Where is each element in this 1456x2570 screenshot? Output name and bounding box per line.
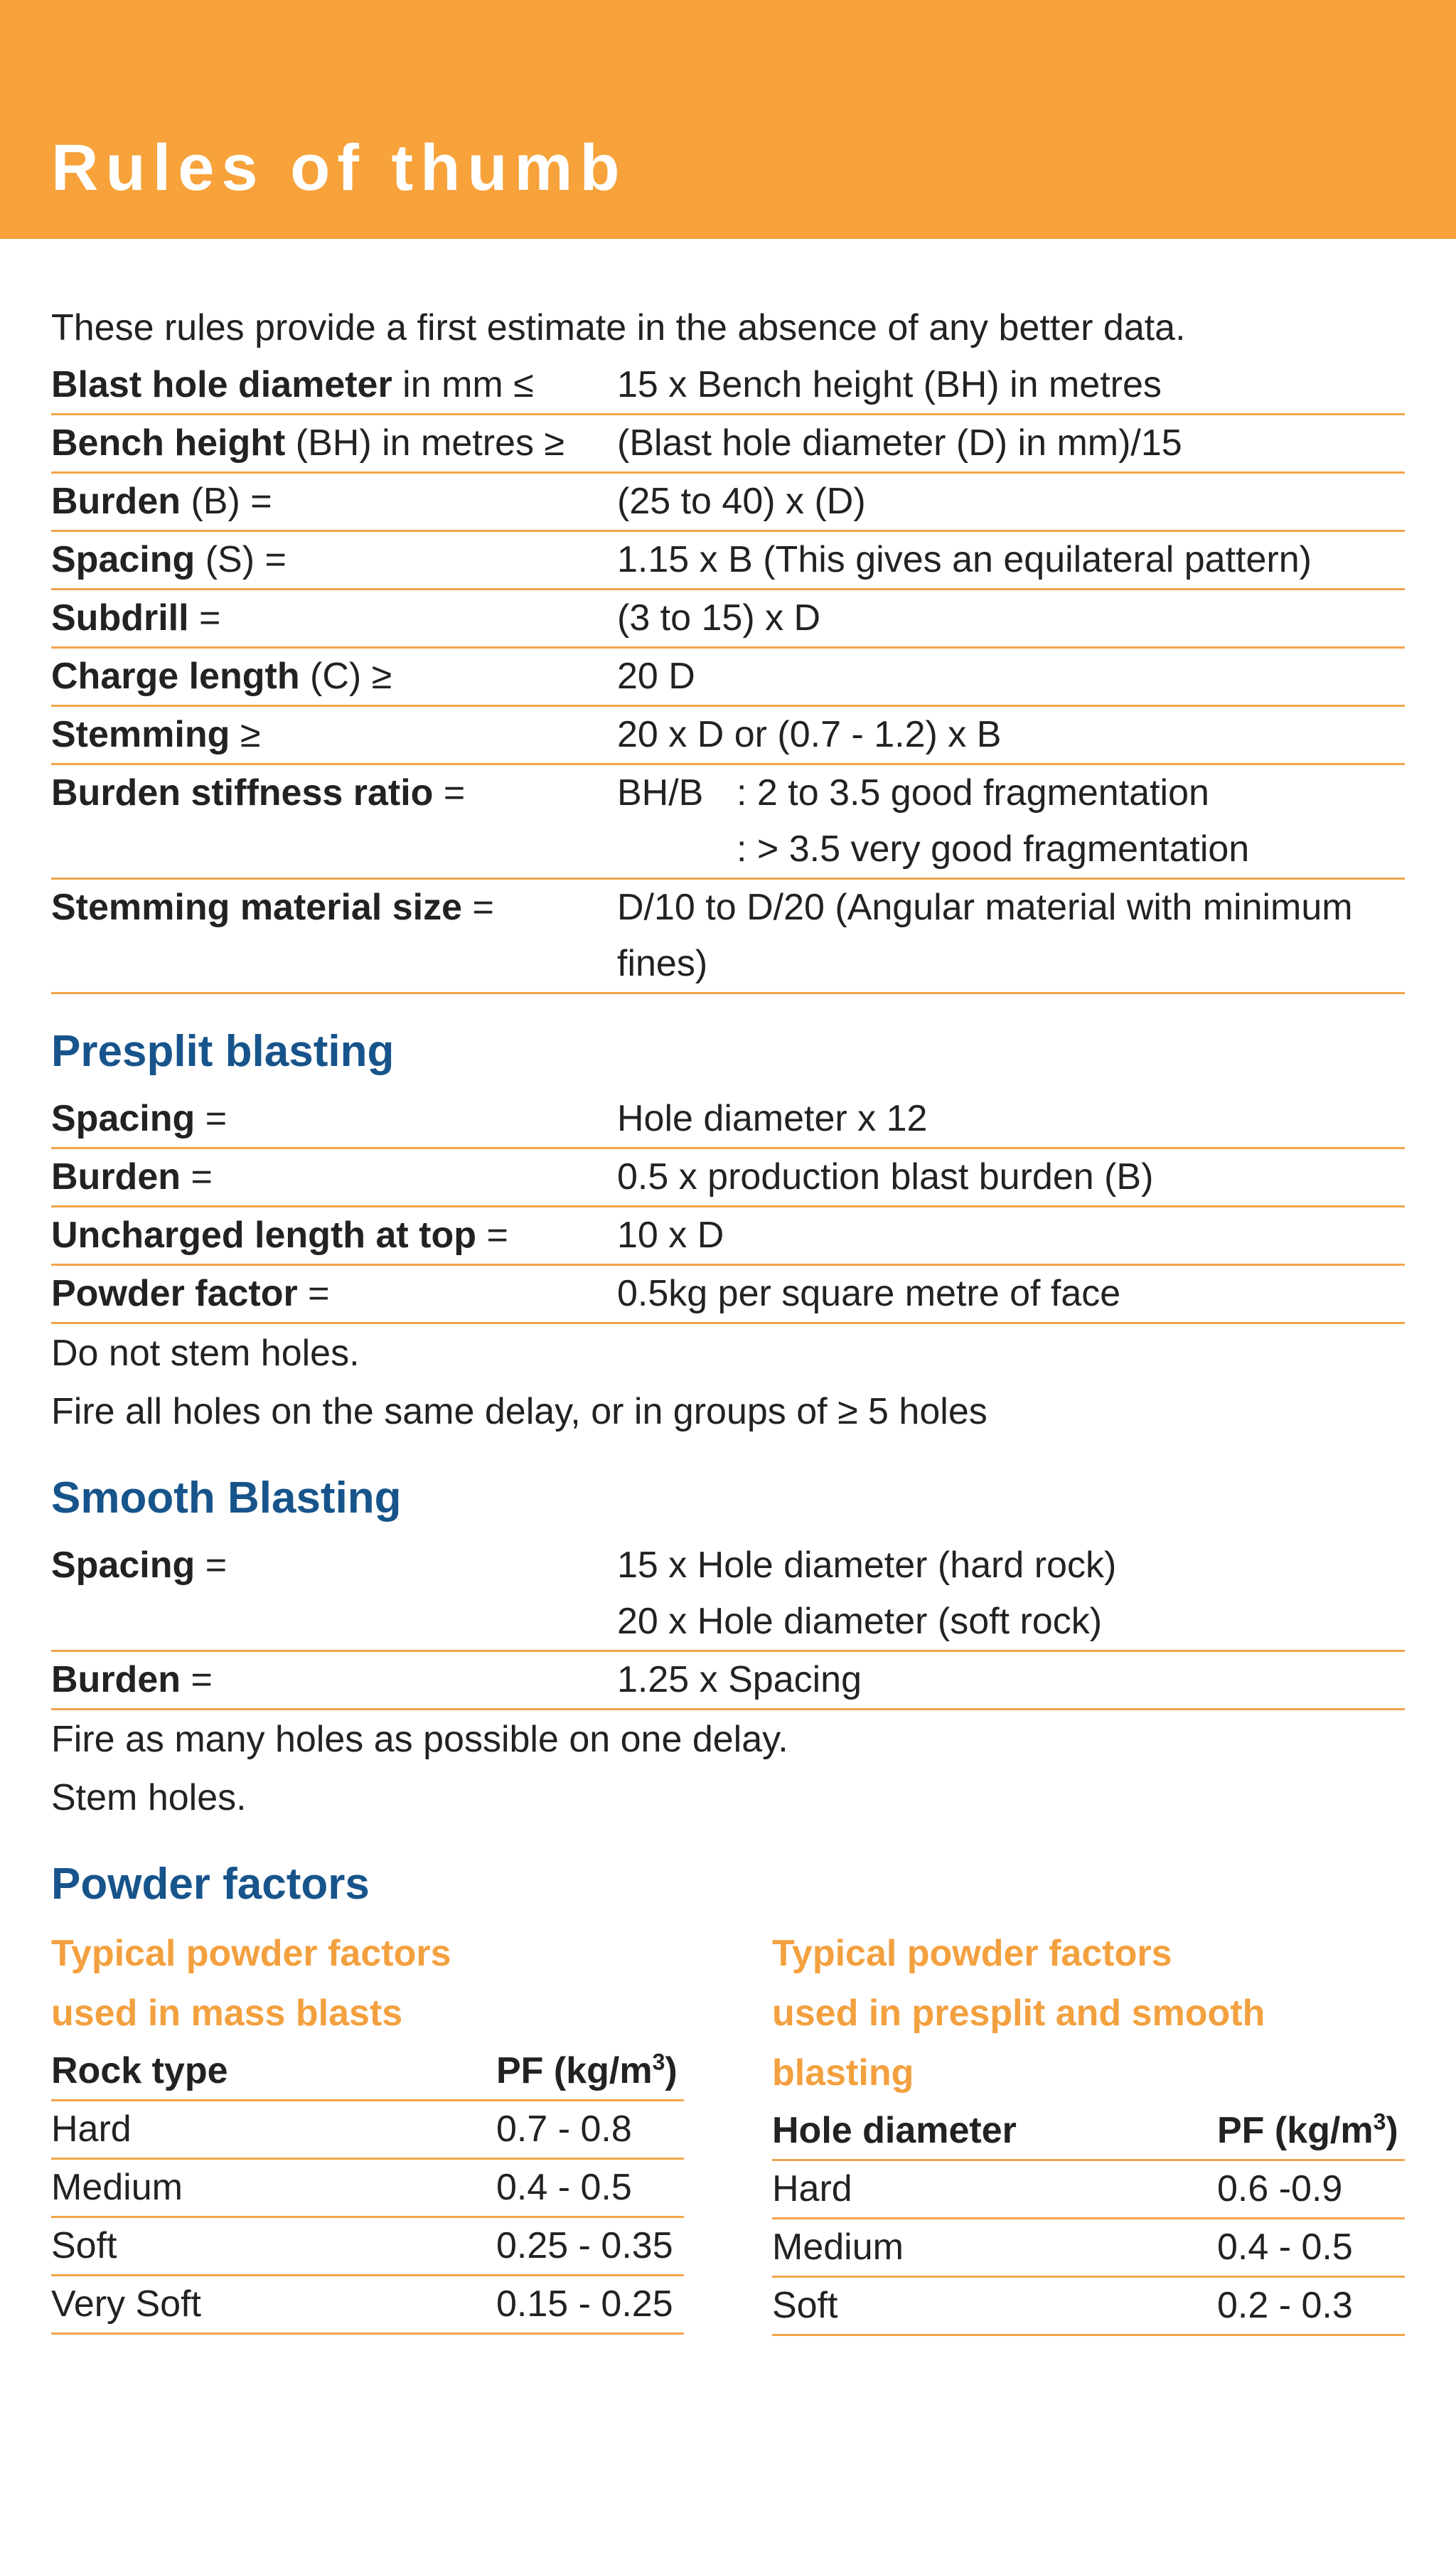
pf-caption: used in mass blasts (51, 1993, 403, 2034)
pf-value: 0.2 - 0.3 (1217, 2285, 1353, 2326)
rule-suffix: = (188, 597, 221, 639)
pf-col-header: Rock type (51, 2050, 228, 2091)
rule-suffix: = (181, 1659, 213, 1700)
rule-row (51, 649, 1405, 707)
rule-row (51, 707, 1405, 765)
rule-label: Subdrill (51, 597, 189, 639)
rule-label: Burden (51, 1659, 181, 1700)
rule-value: 1.25 x Spacing (617, 1659, 862, 1700)
table-row (772, 2219, 1405, 2278)
rule-suffix: = (433, 772, 466, 814)
pf-header-row (51, 2043, 684, 2101)
smooth-note: Stem holes. (51, 1777, 247, 1818)
pf-rock-type: Soft (51, 2225, 117, 2266)
rule-value: 1.15 x B (This gives an equilateral pattern) (617, 539, 1312, 580)
smooth-row (51, 1537, 1405, 1652)
rule-suffix: = (462, 887, 494, 928)
stiffness-line-1: : 2 to 3.5 good fragmentation (737, 772, 1209, 814)
rules-table (51, 357, 1405, 994)
pf-col-header: PF $(kg/m^3)$ (496, 2049, 678, 2091)
rule-label: Burden (51, 1156, 181, 1198)
pf-value: 0.4 - 0.5 (496, 2167, 632, 2208)
pf-value: 0.7 - 0.8 (496, 2108, 632, 2150)
rule-label: Uncharged length at top (51, 1215, 476, 1256)
rule-value: 20 x D or (0.7 - 1.2) x B (617, 714, 1002, 755)
section-title-presplit: Presplit blasting (51, 1027, 395, 1076)
pf-col-header: Hole diameter (772, 2110, 1017, 2151)
rule-label: Charge length (51, 656, 300, 697)
rule-value: 10 x D (617, 1215, 724, 1256)
presplit-row (51, 1091, 1405, 1149)
rule-value: 15 x Hole diameter (hard rock) (617, 1545, 1117, 1586)
smooth-row (51, 1652, 1405, 1710)
table-row (51, 2218, 684, 2276)
intro-text: These rules provide a first estimate in the absence of any better data. (51, 307, 1186, 348)
rule-suffix: = (297, 1273, 330, 1314)
pf-value: 0.4 - 0.5 (1217, 2227, 1353, 2268)
pf-value: 0.25 - 0.35 (496, 2225, 673, 2266)
rule-label: Powder factor (51, 1273, 298, 1314)
content (51, 299, 1405, 2336)
rule-row (51, 357, 1405, 415)
rule-label: Burden (51, 481, 181, 522)
pf-caption: Typical powder factors (51, 1933, 451, 1974)
stiffness-row (51, 765, 1405, 880)
pf-hole-type: Soft (772, 2285, 838, 2326)
presplit-note: Fire all holes on the same delay, or in groups of ≥ 5 holes (51, 1391, 987, 1432)
rule-row (51, 532, 1405, 590)
rule-value: 20 x Hole diameter (soft rock) (617, 1601, 1103, 1642)
rule-value: D/10 to D/20 (Angular material with minimum fines) (617, 887, 1353, 984)
table-row (772, 2161, 1405, 2219)
table-row (51, 2276, 684, 2335)
rule-label: Stemming material size (51, 887, 462, 928)
presplit-row (51, 1266, 1405, 1324)
presplit-note: Do not stem holes. (51, 1333, 360, 1374)
rule-value: (25 to 40) x (D) (617, 481, 866, 522)
rule-label: Stemming (51, 714, 230, 755)
powder-tables (51, 1924, 1405, 2336)
rule-value: (Blast hole diameter (D) in mm)/15 (617, 422, 1182, 464)
rule-suffix: = (181, 1156, 213, 1198)
rule-label: Blast hole diameter (51, 364, 392, 405)
rule-value: 20 D (617, 656, 695, 697)
pf-hole-type: Medium (772, 2227, 904, 2268)
rule-label: Spacing (51, 1098, 196, 1139)
table-row (772, 2278, 1405, 2336)
rule-row (51, 590, 1405, 649)
rule-suffix: = (476, 1215, 508, 1256)
rule-suffix: ≥ (230, 714, 261, 755)
rule-value: 15 x Bench height (BH) in metres (617, 364, 1162, 405)
rule-row (51, 880, 1405, 994)
pf-value: 0.6 -0.9 (1217, 2168, 1343, 2209)
rule-suffix: = (195, 1098, 228, 1139)
rule-suffix: (BH) in metres ≥ (285, 422, 564, 464)
rule-suffix: (C) ≥ (299, 656, 392, 697)
pf-rock-type: Medium (51, 2167, 183, 2208)
presplit-row (51, 1149, 1405, 1207)
rule-suffix: in mm ≤ (392, 364, 534, 405)
smooth-note: Fire as many holes as possible on one delay. (51, 1719, 788, 1760)
rule-suffix: (S) = (195, 539, 287, 580)
stiffness-prefix: BH/B (617, 772, 704, 814)
header-banner (0, 0, 1456, 239)
pf-table-presplit (772, 1924, 1405, 2336)
rule-value: 0.5kg per square metre of face (617, 1273, 1121, 1314)
rule-suffix: (B) = (181, 481, 272, 522)
section-title-smooth: Smooth Blasting (51, 1473, 402, 1523)
presplit-row (51, 1207, 1405, 1266)
pf-table-mass (51, 1924, 684, 2336)
rule-value: 0.5 x production blast burden (B) (617, 1156, 1154, 1198)
rule-row (51, 415, 1405, 474)
rule-suffix: = (195, 1545, 228, 1586)
pf-rock-type: Very Soft (51, 2283, 201, 2325)
table-row (51, 2101, 684, 2160)
pf-caption: Typical powder factors (772, 1933, 1172, 1974)
pf-value: 0.15 - 0.25 (496, 2283, 673, 2325)
rule-label: Burden stiffness ratio (51, 772, 434, 814)
section-title-powder: Powder factors (51, 1860, 370, 1909)
pf-col-header: PF $(kg/m^3)$ (1217, 2108, 1398, 2151)
rule-label: Spacing (51, 539, 196, 580)
rule-label: Bench height (51, 422, 286, 464)
rule-label: Spacing (51, 1545, 196, 1586)
stiffness-line-2: : > 3.5 very good fragmentation (737, 828, 1250, 870)
table-row (51, 2160, 684, 2218)
rule-value: Hole diameter x 12 (617, 1098, 928, 1139)
smooth-table (51, 1537, 1405, 1710)
rule-row (51, 474, 1405, 532)
rule-value: (3 to 15) x D (617, 597, 821, 639)
page-title: Rules of thumb (51, 132, 627, 204)
pf-hole-type: Hard (772, 2168, 852, 2209)
pf-header-row (772, 2103, 1405, 2161)
pf-rock-type: Hard (51, 2108, 132, 2150)
pf-caption: used in presplit and smooth blasting (772, 1993, 1265, 2094)
presplit-table (51, 1091, 1405, 1324)
